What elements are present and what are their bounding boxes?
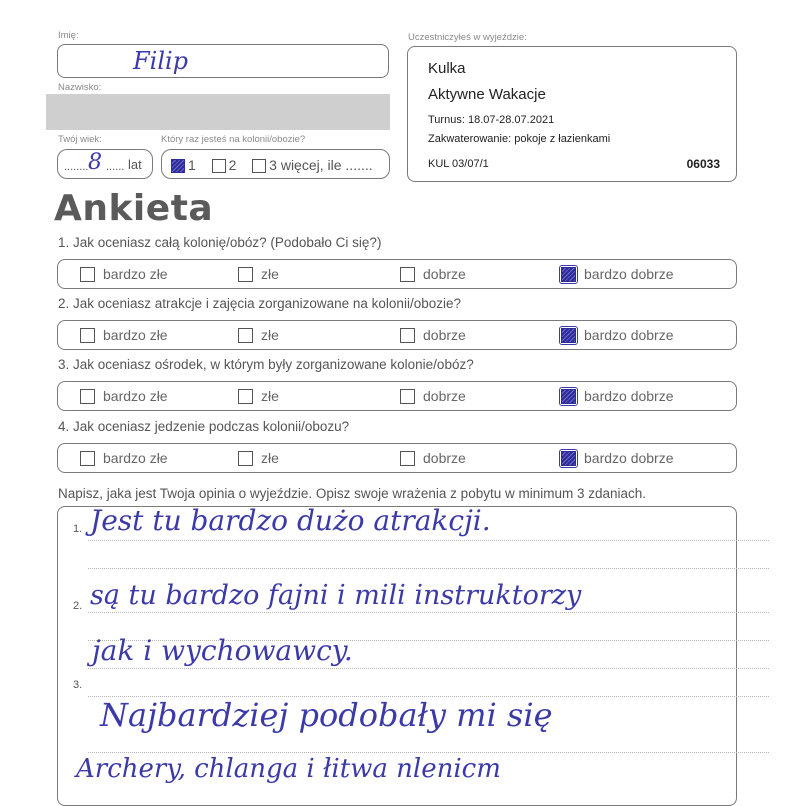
writing-line bbox=[88, 668, 769, 669]
rating-label: bardzo dobrze bbox=[584, 266, 674, 282]
times-option-3-label: 3 więcej, ile ....... bbox=[269, 157, 373, 173]
question-2-option-4[interactable] bbox=[561, 327, 674, 343]
rating-label: bardzo złe bbox=[103, 266, 168, 282]
writing-line bbox=[88, 612, 769, 613]
rating-checkbox[interactable] bbox=[80, 267, 95, 282]
question-4-option-1[interactable] bbox=[80, 450, 168, 466]
question-4-options bbox=[57, 443, 737, 473]
rating-checkbox[interactable] bbox=[400, 328, 415, 343]
age-dots-left: ........ bbox=[64, 161, 89, 173]
handwritten-line-2: są tu bardzo fajni i mili instruktorzy bbox=[90, 580, 582, 611]
question-2-text: 2. Jak oceniasz atrakcje i zajęcia zorganizowane na kolonii/obozie? bbox=[58, 296, 461, 311]
handwritten-line-1: Jest tu bardzo dużo atrakcji. bbox=[90, 504, 491, 537]
rating-checkbox[interactable] bbox=[238, 389, 253, 404]
name-value: Filip bbox=[133, 47, 189, 75]
turnus-value: 18.07-28.07.2021 bbox=[467, 114, 555, 126]
rating-checkbox[interactable] bbox=[400, 389, 415, 404]
question-4-text: 4. Jak oceniasz jedzenie podczas kolonii/obozu? bbox=[58, 419, 350, 434]
rating-checkbox[interactable] bbox=[238, 328, 253, 343]
handwritten-line-3: jak i wychowawcy. bbox=[92, 634, 353, 667]
survey-title: Ankieta bbox=[54, 188, 214, 229]
question-2-options bbox=[57, 320, 737, 350]
rating-label: bardzo złe bbox=[103, 388, 168, 404]
rating-label: złe bbox=[261, 266, 279, 282]
trip-info-box bbox=[407, 46, 737, 182]
trip-code: KUL 03/07/1 bbox=[428, 158, 489, 170]
question-3-option-4[interactable] bbox=[561, 388, 674, 404]
trip-program: Aktywne Wakacje bbox=[428, 86, 546, 103]
question-1-option-3[interactable] bbox=[400, 266, 466, 282]
times-option-3-checkbox[interactable] bbox=[252, 159, 266, 173]
rating-checkbox[interactable] bbox=[561, 389, 576, 404]
question-3-options bbox=[57, 381, 737, 411]
question-1-option-4[interactable] bbox=[561, 266, 674, 282]
rating-label: dobrze bbox=[423, 450, 466, 466]
rating-label: bardzo dobrze bbox=[584, 450, 674, 466]
rating-checkbox[interactable] bbox=[400, 451, 415, 466]
trip-name: Kulka bbox=[428, 60, 466, 77]
rating-label: dobrze bbox=[423, 266, 466, 282]
question-1-option-2[interactable] bbox=[238, 266, 279, 282]
age-dots-right: ...... bbox=[106, 161, 125, 173]
question-1-options bbox=[57, 259, 737, 289]
opinion-prompt: Napisz, jaka jest Twoja opinia o wyjeździe. Opisz swoje wrażenia z pobytu w minimum 3 zdaniach. bbox=[58, 486, 647, 501]
rating-label: bardzo dobrze bbox=[584, 327, 674, 343]
rating-checkbox[interactable] bbox=[400, 267, 415, 282]
question-4-option-2[interactable] bbox=[238, 450, 279, 466]
question-2-option-3[interactable] bbox=[400, 327, 466, 343]
times-field[interactable] bbox=[161, 149, 390, 179]
times-option-1-checkbox[interactable] bbox=[171, 159, 185, 173]
rating-label: złe bbox=[261, 388, 279, 404]
writing-line bbox=[88, 568, 769, 569]
question-1-text: 1. Jak oceniasz całą kolonię/obóz? (Podobało Ci się?) bbox=[58, 235, 382, 250]
handwritten-line-5: Archery, chlanga i łitwa nlenicm bbox=[76, 754, 501, 784]
age-value: 8 bbox=[88, 150, 102, 175]
rating-checkbox[interactable] bbox=[561, 328, 576, 343]
trip-label: Uczestniczyłeś w wyjeździe: bbox=[408, 32, 527, 43]
question-3-option-2[interactable] bbox=[238, 388, 279, 404]
rating-label: złe bbox=[261, 327, 279, 343]
times-option-2-checkbox[interactable] bbox=[212, 159, 226, 173]
times-label: Który raz jesteś na kolonii/obozie? bbox=[161, 134, 306, 145]
question-3-option-1[interactable] bbox=[80, 388, 168, 404]
handwritten-line-4: Najbardziej podobały mi się bbox=[100, 696, 553, 734]
rating-checkbox[interactable] bbox=[561, 267, 576, 282]
name-label: Imię: bbox=[58, 30, 79, 41]
rating-checkbox[interactable] bbox=[238, 267, 253, 282]
accommodation-value: pokoje z łazienkami bbox=[514, 133, 611, 145]
question-4-option-4[interactable] bbox=[561, 450, 674, 466]
rating-label: bardzo złe bbox=[103, 327, 168, 343]
rating-checkbox[interactable] bbox=[561, 451, 576, 466]
question-3-option-3[interactable] bbox=[400, 388, 466, 404]
age-unit: lat bbox=[128, 157, 142, 172]
rating-label: złe bbox=[261, 450, 279, 466]
rating-label: bardzo złe bbox=[103, 450, 168, 466]
question-2-option-2[interactable] bbox=[238, 327, 279, 343]
times-option-2-label: 2 bbox=[228, 157, 237, 173]
rating-checkbox[interactable] bbox=[80, 328, 95, 343]
times-option-1-label: 1 bbox=[188, 157, 196, 173]
age-field[interactable] bbox=[57, 149, 153, 179]
writing-line bbox=[88, 752, 769, 753]
question-3-text: 3. Jak oceniasz ośrodek, w którym były zorganizowane kolonie/obóz? bbox=[58, 357, 474, 372]
question-1-option-1[interactable] bbox=[80, 266, 168, 282]
name-field[interactable] bbox=[57, 44, 389, 78]
rating-checkbox[interactable] bbox=[238, 451, 253, 466]
accommodation-label: Zakwaterowanie: bbox=[428, 133, 512, 145]
surname-redaction bbox=[46, 94, 390, 130]
rating-label: dobrze bbox=[423, 327, 466, 343]
trip-number: 06033 bbox=[686, 157, 720, 171]
rating-label: dobrze bbox=[423, 388, 466, 404]
opinion-number-2: 2. bbox=[73, 600, 83, 612]
question-4-option-3[interactable] bbox=[400, 450, 466, 466]
writing-line bbox=[88, 540, 769, 541]
age-label: Twój wiek: bbox=[58, 134, 102, 145]
rating-checkbox[interactable] bbox=[80, 389, 95, 404]
question-2-option-1[interactable] bbox=[80, 327, 168, 343]
turnus-label: Turnus: bbox=[428, 114, 465, 126]
rating-label: bardzo dobrze bbox=[584, 388, 674, 404]
opinion-number-3: 3. bbox=[73, 679, 83, 691]
surname-label: Nazwisko: bbox=[58, 82, 102, 93]
opinion-number-1: 1. bbox=[73, 523, 83, 535]
rating-checkbox[interactable] bbox=[80, 451, 95, 466]
